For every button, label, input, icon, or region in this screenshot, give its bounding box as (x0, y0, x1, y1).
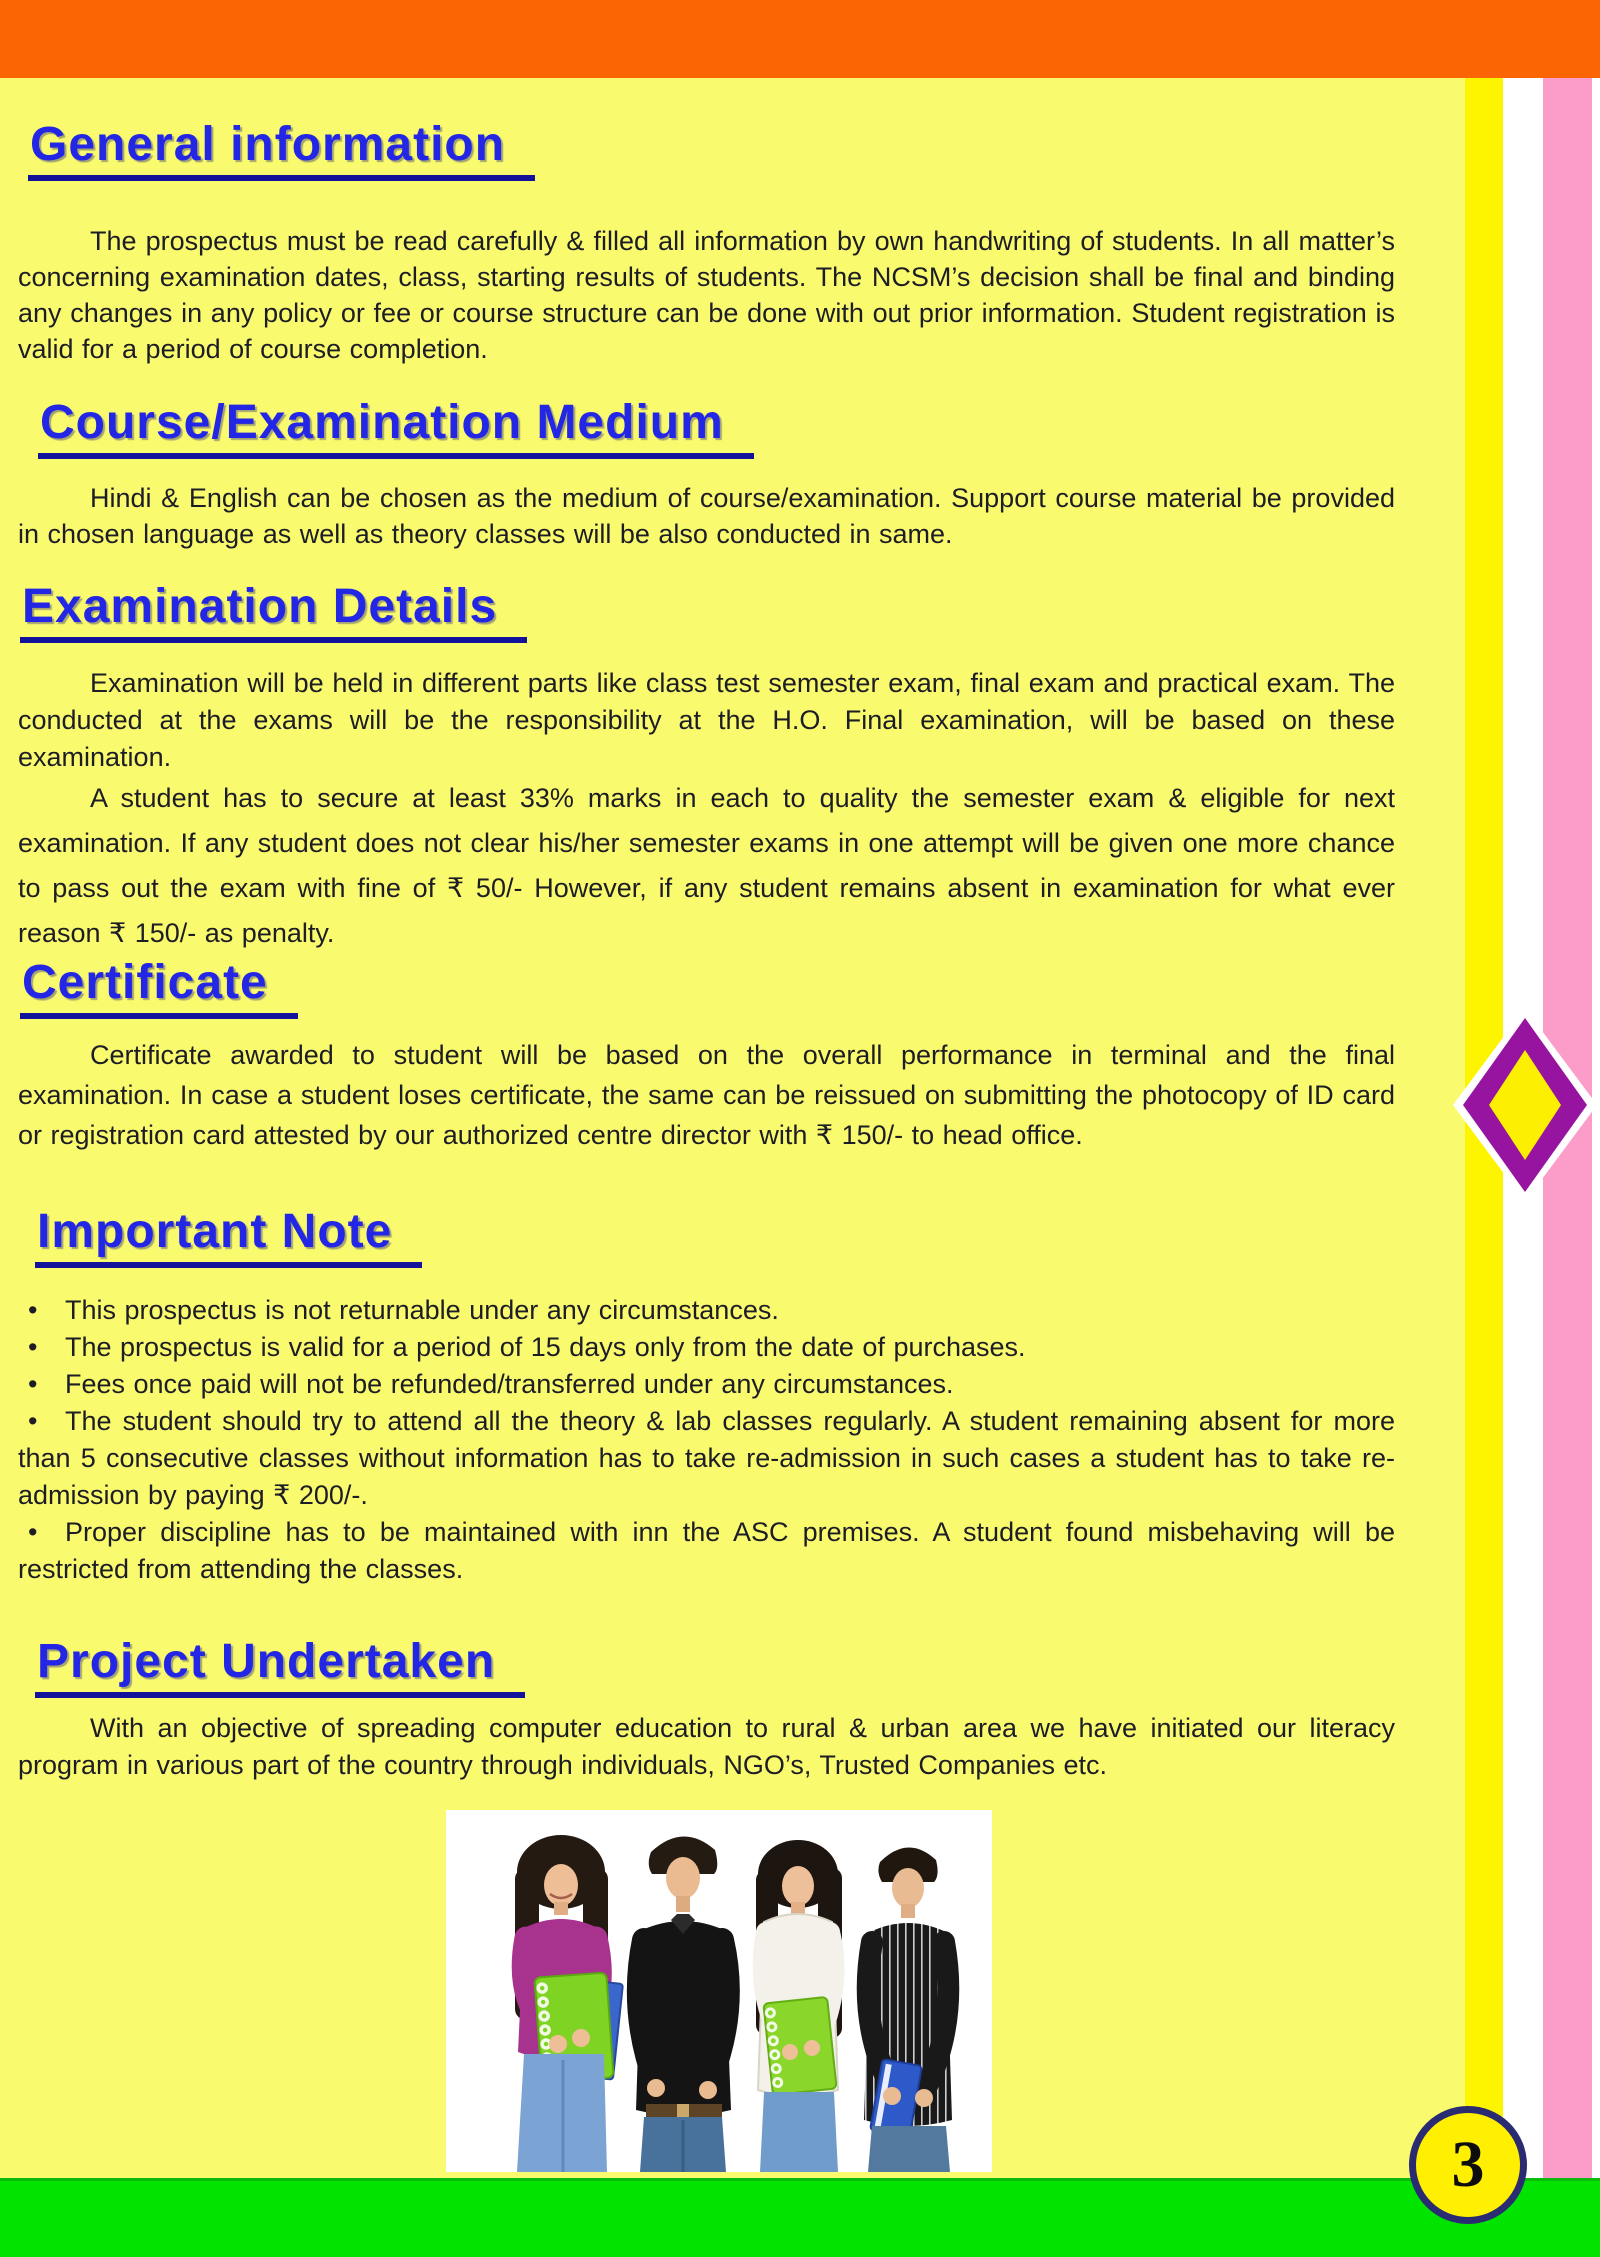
bullet-icon: • (28, 1295, 38, 1325)
bullet-icon: • (28, 1369, 38, 1399)
section-certificate (18, 956, 1395, 1155)
list-item-text: The prospectus is valid for a period of 15 days only from the date of purchases. (65, 1332, 1026, 1362)
section-heading: Project Undertaken (35, 1635, 525, 1698)
list-item (18, 1403, 1395, 1514)
section-heading: Course/Examination Medium (38, 396, 754, 459)
page-number-badge (1409, 2106, 1527, 2224)
diamond-ornament-icon (1445, 1000, 1600, 1210)
bullet-icon: • (28, 1332, 38, 1362)
section-heading: General information (28, 118, 535, 181)
list-item (18, 1292, 1395, 1329)
bullet-icon: • (28, 1406, 38, 1436)
list-item-text: This prospectus is not returnable under any circumstances. (65, 1295, 779, 1325)
list-item (18, 1514, 1395, 1588)
list-item (18, 1329, 1395, 1366)
bottom-green-bar (0, 2178, 1600, 2257)
section-heading: Certificate (20, 956, 298, 1019)
paragraph: With an objective of spreading computer education to rural & urban area we have initiated our literacy program in various part of the country through individuals, NGO’s, Trusted Companies etc. (18, 1713, 1395, 1780)
bullet-icon: • (28, 1517, 38, 1547)
section-general-information (18, 118, 1395, 367)
paragraph: The prospectus must be read carefully & filled all information by own handwriting of students. In all matter’s concerning examination dates, class, starting results of students. The NCSM’s decision shall be final and binding any changes in any policy or fee or course structure can be done with out prior information. Student registration is valid for a period of course completion. (18, 226, 1395, 364)
list-item-text: Proper discipline has to be maintained with inn the ASC premises. A student found misbehaving will be restricted from attending the classes. (18, 1517, 1395, 1584)
list-item (18, 1366, 1395, 1403)
paragraph: Hindi & English can be chosen as the medium of course/examination. Support course material be provided in chosen language as well as theory classes will be also conducted in same. (18, 483, 1395, 549)
page-number: 3 (1451, 2128, 1485, 2201)
list-item-text: Fees once paid will not be refunded/transferred under any circumstances. (65, 1369, 954, 1399)
section-course-examination-medium (18, 396, 1395, 552)
paragraph: Examination will be held in different parts like class test semester exam, final exam and practical exam. The conducted at the exams will be the responsibility at the H.O. Final examination, will be based on these examination. (18, 668, 1395, 772)
section-examination-details (18, 580, 1395, 956)
paragraph: A student has to secure at least 33% marks in each to quality the semester exam & eligible for next examination. If any student does not clear his/her semester exams in one attempt will be given one more chance to pass out the exam with fine of ₹ 50/- However, if any student remains absent in examination for what ever reason ₹ 150/- as penalty. (18, 783, 1395, 948)
list-item-text: The student should try to attend all the theory & lab classes regularly. A student remaining absent for more than 5 consecutive classes without information has to take re-admission in such cases a student has to take re-admission by paying ₹ 200/-. (18, 1406, 1395, 1510)
section-project-undertaken (18, 1635, 1395, 1784)
section-heading: Important Note (35, 1205, 422, 1268)
students-photo (446, 1810, 992, 2172)
paragraph: Certificate awarded to student will be based on the overall performance in terminal and the final examination. In case a student loses certificate, the same can be reissued on submitting the photocopy of ID card or registration card attested by our authorized centre director with ₹ 150/- to head office. (18, 1040, 1395, 1150)
top-orange-bar (0, 0, 1600, 78)
section-important-note (18, 1205, 1395, 1588)
section-heading: Examination Details (20, 580, 527, 643)
student-woman-white (756, 1840, 842, 2172)
